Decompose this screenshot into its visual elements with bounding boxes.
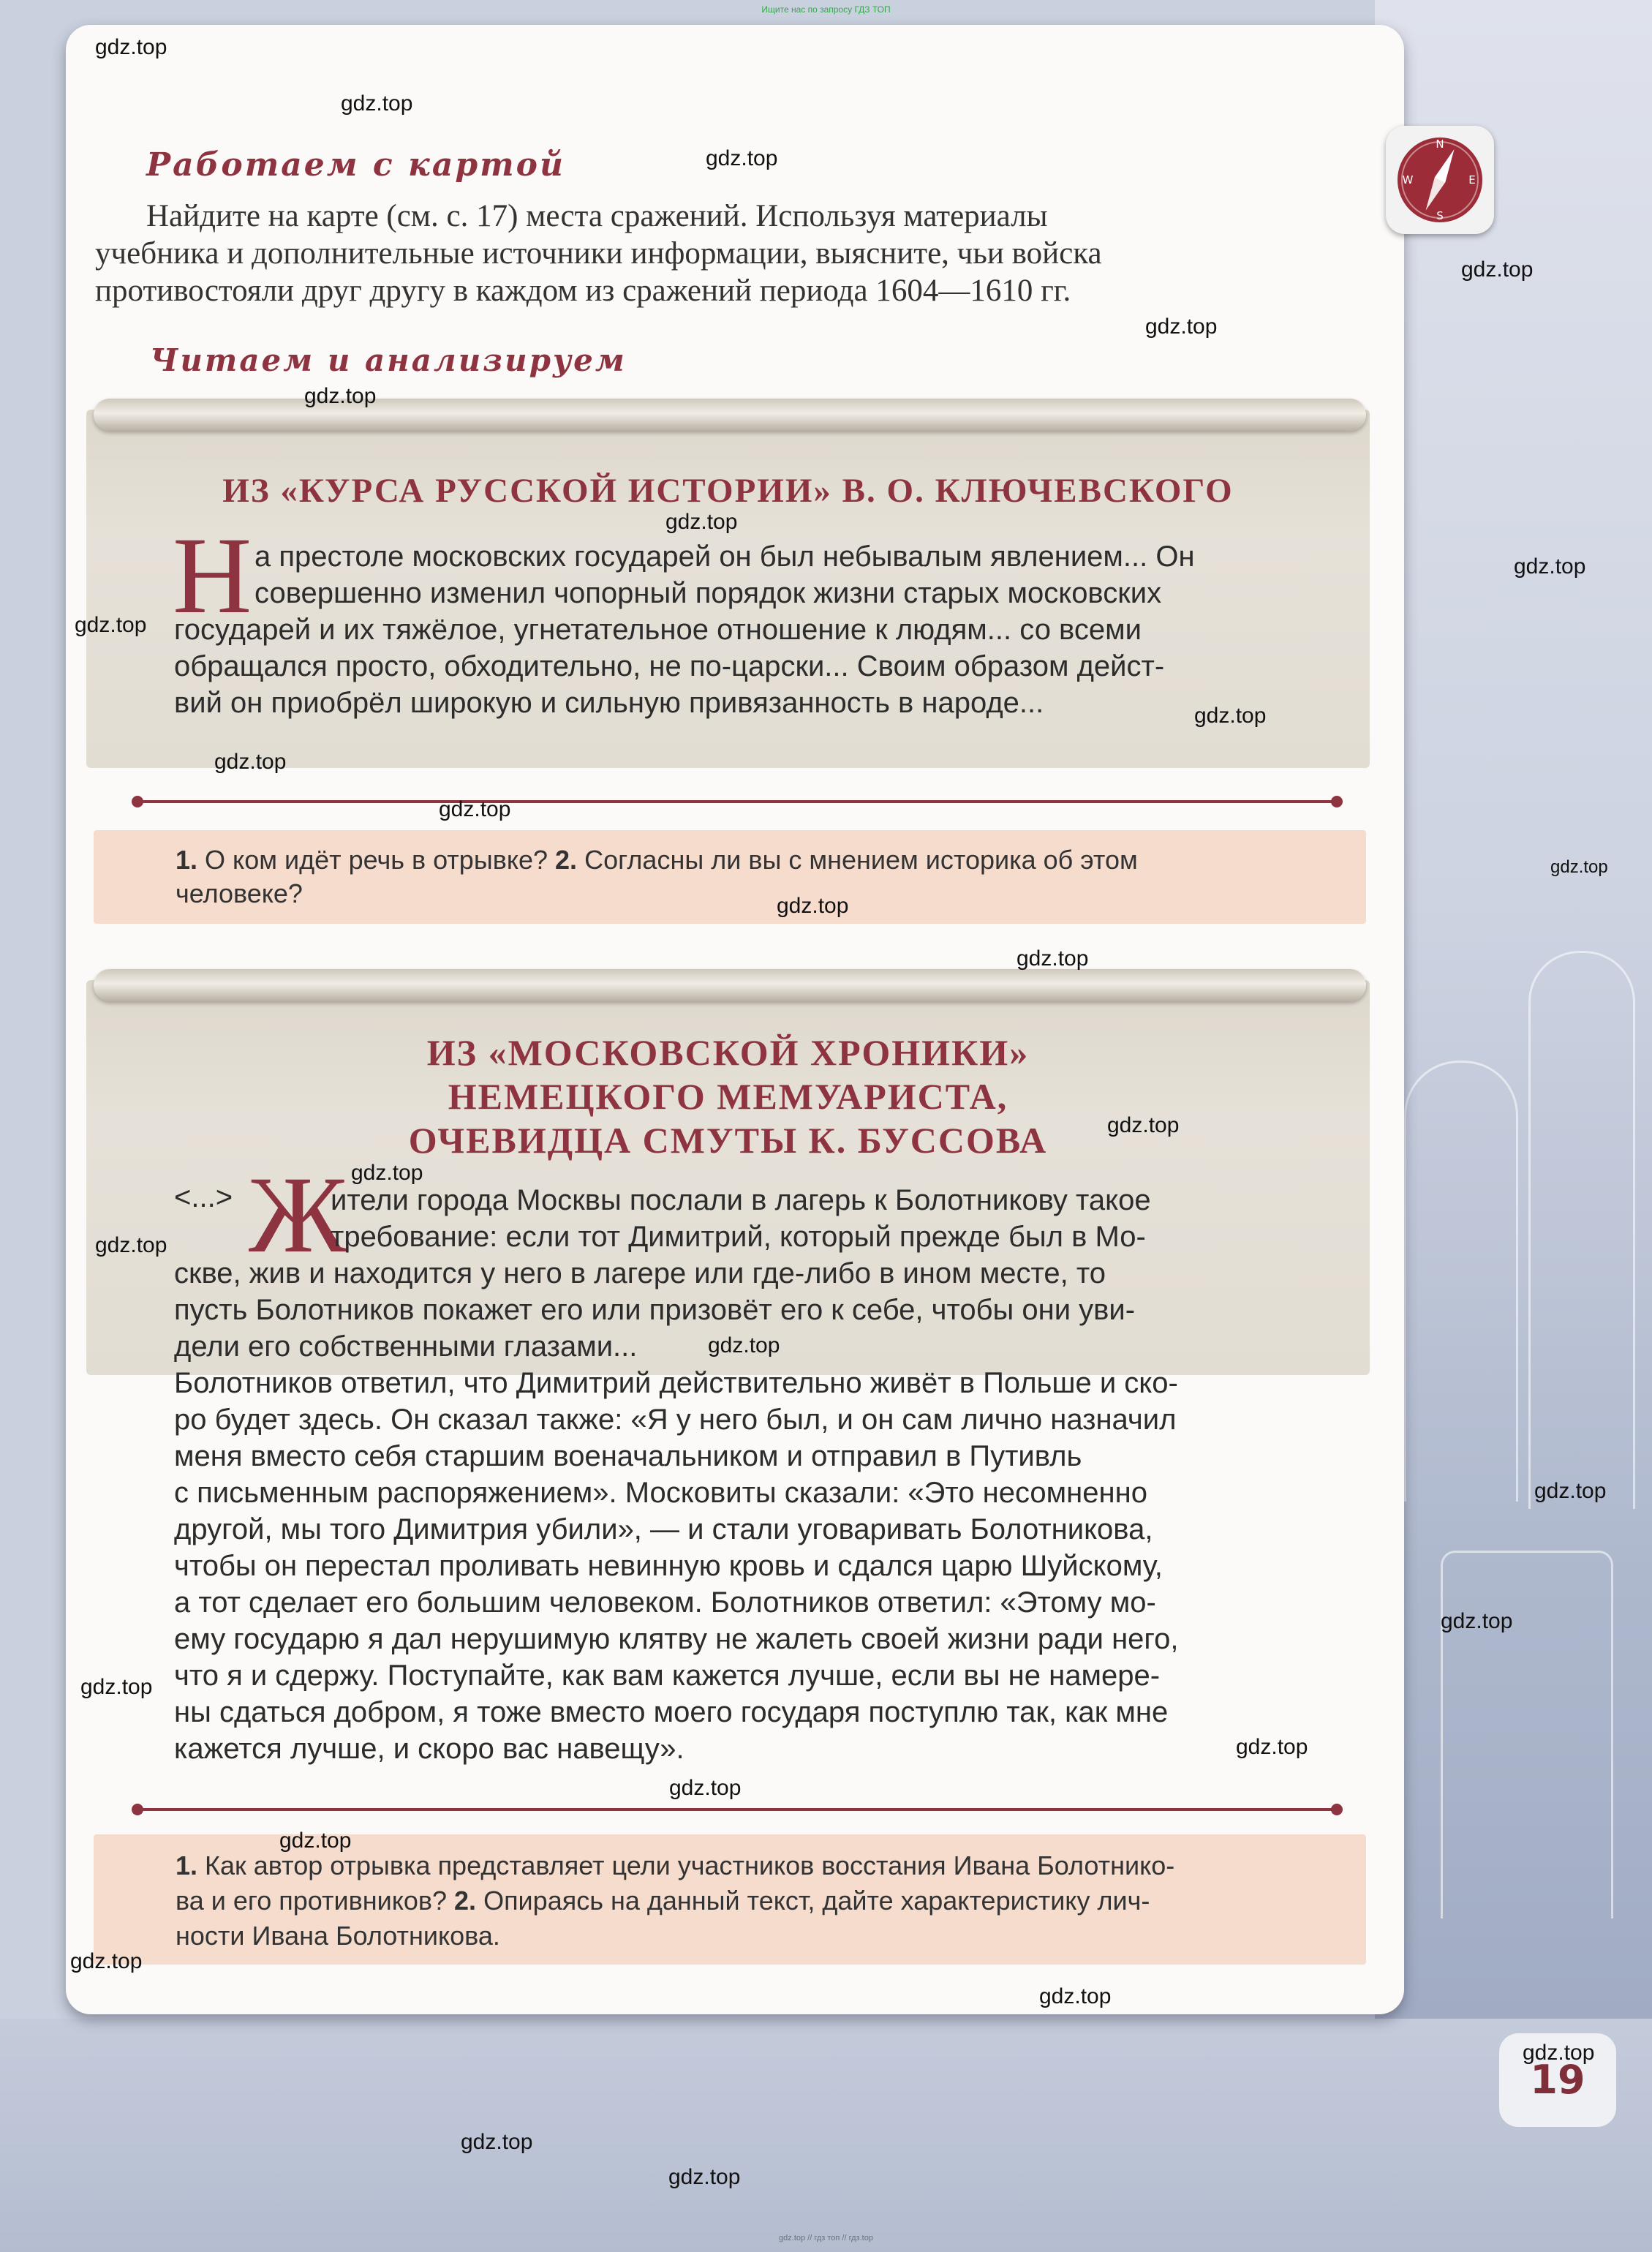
excerpt-1-question-line-2: человеке? (176, 878, 303, 908)
excerpt-2-line-11: чтобы он перестал проливать невинную кровь и сдался царю Шуйскому, (174, 1550, 1163, 1582)
watermark: gdz.top (1550, 857, 1608, 877)
compass-letter-s: S (1436, 209, 1444, 222)
watermark: gdz.top (1236, 1735, 1308, 1759)
excerpt-2-title-line-3: ОЧЕВИДЦА СМУТЫ К. БУССОВА (408, 1120, 1048, 1161)
excerpt-1-dropcap: Н (173, 515, 252, 636)
watermark: gdz.top (706, 146, 778, 170)
watermark: gdz.top (351, 1161, 423, 1185)
watermark: gdz.top (665, 510, 738, 534)
section-heading-read: Читаем и анализируем (150, 342, 627, 378)
excerpt-2-questions (94, 1834, 1366, 1965)
map-task-line-1: Найдите на карте (см. с. 17) места сражений. Используя материалы (146, 199, 1048, 233)
excerpt-2-line-1: ители города Москвы послали в лагерь к Болотникову такое (331, 1184, 1151, 1216)
compass-letter-e: E (1468, 173, 1476, 187)
map-task-line-2: учебника и дополнительные источники информации, выясните, чьи войска (95, 236, 1102, 271)
page-number: 19 (1530, 2057, 1585, 2103)
watermark: gdz.top (1107, 1113, 1180, 1137)
excerpt-2-title-line-1: ИЗ «МОСКОВСКОЙ ХРОНИКИ» (426, 1032, 1030, 1073)
excerpt-1-line-1: а престоле московских государей он был небывалым явлением... Он (254, 541, 1195, 573)
watermark: gdz.top (1441, 1609, 1513, 1633)
excerpt-2-line-13: ему государю я дал нерушимую клятву не жалеть своей жизни ради него, (174, 1623, 1179, 1655)
excerpt-2-line-5: дели его собственными глазами... (174, 1330, 638, 1363)
excerpt-2-line-4: пусть Болотников покажет его или призовёт его к себе, чтобы они уви- (174, 1294, 1136, 1326)
watermark: gdz.top (304, 384, 377, 408)
excerpt-1-divider (137, 800, 1337, 803)
decorative-background-bottom (0, 2019, 1652, 2252)
watermark: gdz.top (1514, 554, 1586, 579)
excerpt-1-line-5: вий он приобрёл широкую и сильную привязанность в народе... (174, 687, 1044, 719)
watermark: gdz.top (1534, 1479, 1607, 1503)
watermark: gdz.top (214, 750, 287, 774)
excerpt-2-line-12: а тот сделает его большим человеком. Болотников ответил: «Этому мо- (174, 1586, 1156, 1619)
watermark: gdz.top (75, 613, 147, 637)
watermark: gdz.top (1017, 946, 1089, 971)
excerpt-2-prefix: <...> (174, 1181, 233, 1213)
excerpt-2-line-8: меня вместо себя старшим военачальником и отправил в Путивль (174, 1440, 1082, 1472)
watermark: gdz.top (279, 1829, 352, 1853)
excerpt-2-question-line-3: ности Ивана Болотникова. (176, 1921, 500, 1951)
excerpt-2-question-line-2: ва и его противников? 2. Опираясь на данный текст, дайте характеристику лич- (176, 1886, 1150, 1916)
excerpt-2-line-16: кажется лучше, и скоро вас навещу». (174, 1733, 684, 1765)
watermark: gdz.top (1461, 257, 1534, 282)
compass-letter-w: W (1402, 173, 1414, 187)
excerpt-2-line-7: ро будет здесь. Он сказал также: «Я у него был, и он сам лично назначил (174, 1404, 1177, 1436)
watermark: gdz.top (461, 2130, 533, 2154)
excerpt-2-line-2: требование: если тот Димитрий, который прежде был в Мо- (331, 1221, 1146, 1253)
top-note: Ищите нас по запросу ГДЗ ТОП (761, 4, 891, 15)
excerpt-1-line-3: государей и их тяжёлое, угнетательное отношение к людям... со всеми (174, 614, 1142, 646)
excerpt-1-question-line-1: 1. О ком идёт речь в отрывке? 2. Согласны ли вы с мнением историка об этом (176, 845, 1138, 875)
excerpt-2-line-6: Болотников ответил, что Димитрий действительно живёт в Польше и ско- (174, 1367, 1178, 1399)
excerpt-2-line-9: с письменным распоряжением». Московиты сказали: «Это несомненно (174, 1477, 1147, 1509)
excerpt-1-line-4: обращался просто, обходительно, не по-царски... Своим образом дейст- (174, 650, 1165, 682)
compass-letter-n: N (1436, 138, 1444, 151)
bottom-note: gdz.top // гдз топ // гдз.top (779, 2234, 873, 2242)
excerpt-2-question-line-1: 1. Как автор отрывка представляет цели участников восстания Ивана Болотнико- (176, 1850, 1175, 1880)
watermark: gdz.top (70, 1949, 143, 1973)
watermark: gdz.top (1194, 704, 1267, 728)
excerpt-2-line-10: другой, мы того Димитрия убили», — и стали уговаривать Болотникова, (174, 1513, 1153, 1545)
excerpt-2-line-14: что я и сдержу. Поступайте, как вам кажется лучше, если вы не намере- (174, 1660, 1161, 1692)
decorative-background (1375, 0, 1652, 2252)
compass-badge (1386, 126, 1494, 234)
watermark: gdz.top (669, 1776, 742, 1800)
excerpt-2-line-15: ны сдаться добром, я тоже вместо моего государя поступлю так, как мне (174, 1696, 1169, 1728)
map-task-line-3: противостояли друг другу в каждом из сражений периода 1604—1610 гг. (95, 274, 1071, 308)
watermark: gdz.top (1145, 315, 1218, 339)
watermark: gdz.top (439, 797, 511, 821)
watermark: gdz.top (95, 35, 167, 59)
watermark: gdz.top (1039, 1984, 1112, 2008)
watermark: gdz.top (80, 1675, 153, 1699)
watermark: gdz.top (341, 91, 413, 116)
excerpt-2-divider (137, 1808, 1337, 1811)
excerpt-2-title-line-2: НЕМЕЦКОГО МЕМУАРИСТА, (448, 1076, 1008, 1117)
excerpt-1-scroll-rod (94, 399, 1366, 431)
excerpt-2-scroll-rod (94, 969, 1366, 1001)
watermark: gdz.top (95, 1233, 167, 1257)
watermark: gdz.top (668, 2165, 741, 2189)
excerpt-2-dropcap: Ж (249, 1154, 347, 1276)
excerpt-1-line-2: совершенно изменил чопорный порядок жизни старых московских (254, 577, 1162, 609)
watermark: gdz.top (777, 894, 849, 918)
excerpt-2-line-3: скве, жив и находится у него в лагере или где-либо в ином месте, то (174, 1257, 1106, 1289)
excerpt-1-questions (94, 830, 1366, 924)
excerpt-1-title: ИЗ «КУРСА РУССКОЙ ИСТОРИИ» В. О. КЛЮЧЕВСКОГО (222, 472, 1234, 510)
section-heading-map: Работаем с картой (146, 146, 565, 184)
watermark: gdz.top (1523, 2041, 1595, 2065)
watermark: gdz.top (708, 1333, 780, 1357)
compass-icon (1386, 126, 1494, 234)
